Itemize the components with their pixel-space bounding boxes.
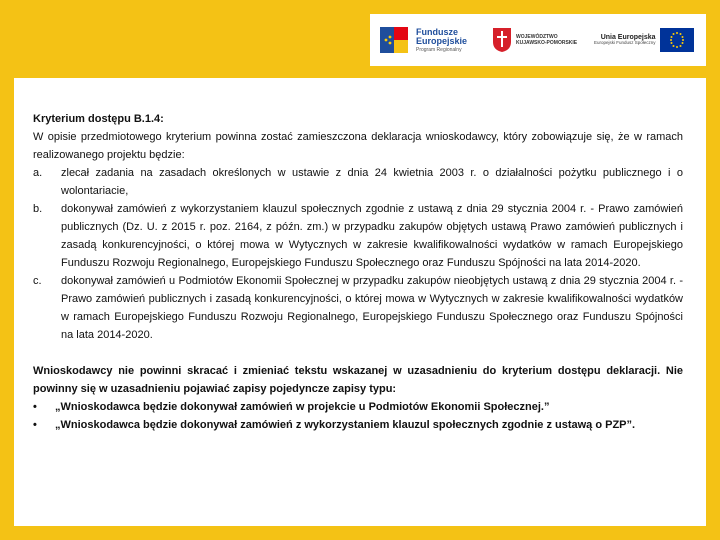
note-paragraph: Wnioskodawcy nie powinni skracać i zmieniać tekstu wskazanej w uzasadnieniu do kryterium dostępu deklaracji. Nie powinny się w uzasadnieniu pojawiać zapisy pojedyncze zapisy typu: [33, 365, 683, 395]
list-item [33, 200, 683, 272]
fe-logo-icon [378, 23, 412, 57]
frame-bottom [0, 526, 720, 540]
fe-line2: Europejskie [416, 35, 468, 46]
criterion-content [33, 110, 683, 434]
criterion-intro: W opisie przedmiotowego kryterium powinna zostać zamieszczona deklaracja wnioskodawcy, który zobowiązuje się, że w ramach realizowanego projektu będzie: [33, 131, 683, 161]
bullet-text: „Wnioskodawca będzie dokonywał zamówień z wykorzystaniem klauzul społecznych zgodnie z ustawą o PZP”. [55, 419, 636, 431]
list-item [33, 164, 683, 200]
frame-right [706, 78, 720, 540]
list-text: zlecał zadania na zasadach określonych w ustawie z dnia 24 kwietnia 2003 r. o działalności pożytku publicznego i o wolontariacie, [61, 167, 683, 197]
frame-left [0, 78, 14, 540]
bullet-marker: • [33, 419, 37, 431]
region-line2: KUJAWSKO-POMORSKIE [516, 40, 578, 46]
region-line1: WOJEWÓDZTWO [516, 34, 558, 40]
logo-eu [594, 28, 694, 52]
list-item [33, 272, 683, 344]
logo-region [492, 27, 588, 53]
bullet-item [33, 398, 683, 416]
eu-flag-icon [660, 28, 694, 52]
bullet-marker: • [33, 401, 37, 413]
fe-line1: Fundusze [416, 26, 458, 37]
region-crest-icon [492, 27, 512, 53]
bullet-text: „Wnioskodawca będzie dokonywał zamówień w projekcie u Podmiotów Ekonomii Społecznej.” [55, 401, 550, 413]
spacer [33, 344, 683, 362]
eu-line1: Unia Europejska [600, 33, 656, 41]
logo-fundusze-europejskie [378, 23, 486, 57]
eu-line2: Europejski Fundusz Społeczny [594, 40, 656, 46]
list-marker: a. [33, 167, 43, 179]
list-marker: b. [33, 203, 43, 215]
list-text: dokonywał zamówień u Podmiotów Ekonomii Społecznej w przypadku zakupów nieobjętych ustawą z dnia 29 stycznia 2004 r. - Prawo zamówień publicznych i zasadą konkurencyjności, o której mowa w Wytycznych w zakresie kwalifikowalności wydatków w ramach Europejskiego Funduszu Rozwoju Regionalnego, Europejskiego Funduszu Społecznego oraz Funduszu Spójności na lata 2014-2020. [61, 275, 683, 341]
list-marker: c. [33, 275, 42, 287]
criterion-heading: Kryterium dostępu B.1.4: [33, 113, 164, 125]
fe-line3: Program Regionalny [416, 46, 462, 53]
bullet-item [33, 416, 683, 434]
logo-bar [370, 14, 706, 66]
list-text: dokonywał zamówień z wykorzystaniem klauzul społecznych zgodnie z ustawą z dnia 29 stycznia 2004 r. - Prawo zamówień publicznych (Dz. U. z 2015 r. poz. 2164, z późn. zm.) w przypadku zakupów objętych ustawą Prawo zamówień publicznych i zasadą konkurencyjności, o której mowa w Wytycznych w zakresie kwalifikowalności wydatków w ramach Europejskiego Funduszu Rozwoju Regionalnego, Europejskiego Funduszu Społecznego oraz Funduszu Spójności na lata 2014-2020. [61, 203, 683, 269]
